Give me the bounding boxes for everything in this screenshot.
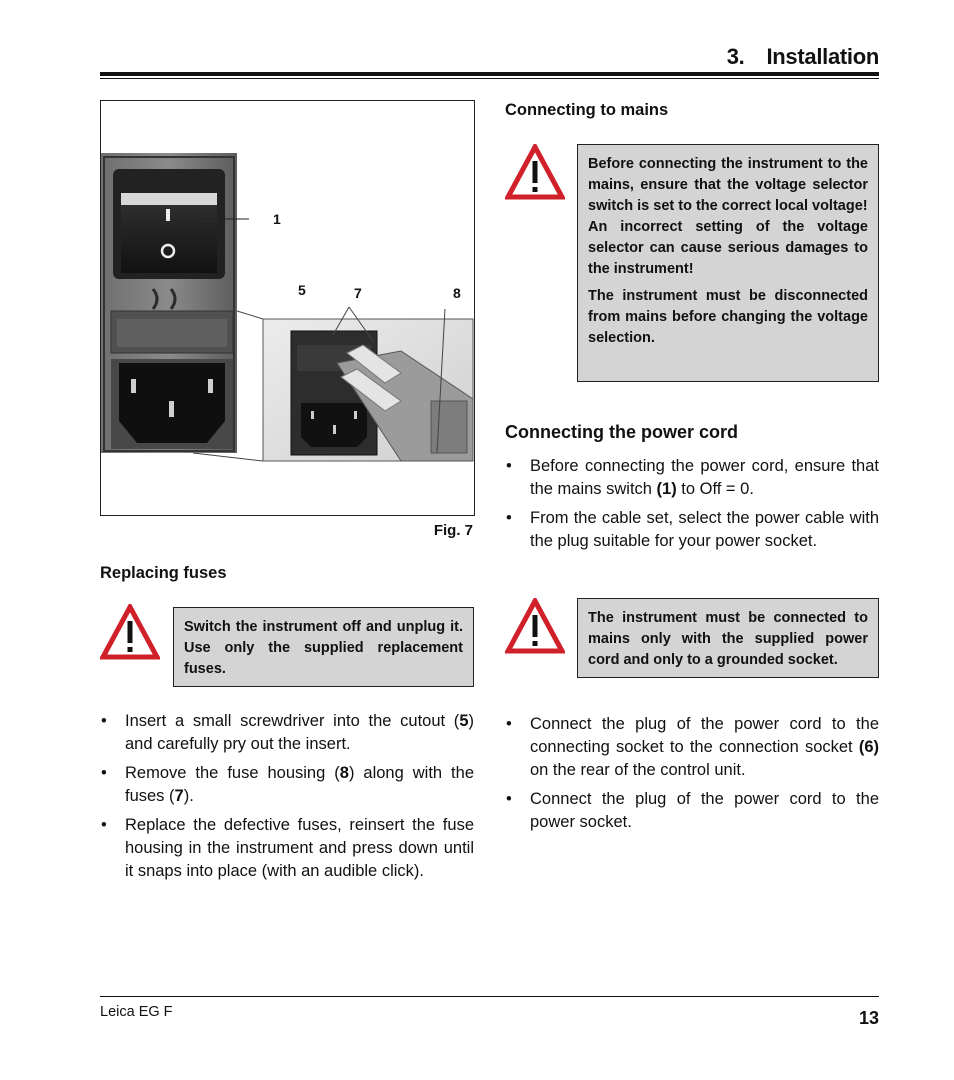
warning-box-grounded-socket <box>577 598 879 678</box>
figure-power-module <box>100 100 475 516</box>
warning-text: Before connecting the instrument to the mains, ensure that the voltage selector switch is set to the correct local voltage! <box>588 156 868 214</box>
section-header <box>620 44 879 70</box>
list-item: • Insert a small screwdriver into the cutout (5) and carefully pry out the insert. <box>100 710 474 756</box>
callout-1: 1 <box>273 211 281 227</box>
power-cord-connect-list <box>505 713 879 840</box>
warning-box-mains <box>577 144 879 382</box>
figure-caption: Fig. 7 <box>433 522 473 539</box>
list-item: • Connect the plug of the power cord to the power socket. <box>505 788 879 834</box>
callout-8: 8 <box>453 285 461 301</box>
heading-connecting-to-mains: Connecting to mains <box>505 101 669 119</box>
footer-product: Leica EG F <box>100 1004 173 1020</box>
page-number: 13 <box>858 1008 879 1028</box>
list-item: • From the cable set, select the power cable with the plug suitable for your power socket. <box>505 507 879 553</box>
power-module-illustration <box>101 101 474 515</box>
warning-icon <box>505 144 565 200</box>
warning-text: An incorrect setting of the voltage selector can cause serious damages to the instrument! <box>588 219 868 277</box>
list-item: • Remove the fuse housing (8) along with the fuses (7). <box>100 762 474 808</box>
section-title: Installation <box>766 44 879 69</box>
warning-icon <box>100 604 160 660</box>
warning-box-fuses <box>173 607 474 687</box>
heading-connecting-power-cord: Connecting the power cord <box>505 422 739 442</box>
heading-replacing-fuses: Replacing fuses <box>100 564 227 582</box>
list-item: • Connect the plug of the power cord to the connecting socket to the connection socket (6) on the rear of the control unit. <box>505 713 879 782</box>
header-rule-thick <box>100 72 879 76</box>
warning-text: The instrument must be connected to mains only with the supplied power cord and only to a grounded socket. <box>588 610 868 668</box>
callout-7: 7 <box>354 285 362 301</box>
list-item: • Replace the defective fuses, reinsert the fuse housing in the instrument and press down until it snaps into place (with an audible click). <box>100 814 474 883</box>
footer-rule <box>100 996 879 997</box>
list-item: • Before connecting the power cord, ensure that the mains switch (1) to Off = 0. <box>505 455 879 501</box>
power-cord-steps-list <box>505 455 879 559</box>
section-number: 3. <box>726 44 745 69</box>
header-rule-thin <box>100 78 879 79</box>
warning-text: Switch the instrument off and unplug it. Use only the supplied replacement fuses. <box>184 619 463 677</box>
warning-text: The instrument must be disconnected from mains before changing the voltage selection. <box>588 288 868 346</box>
fuse-steps-list <box>100 710 474 889</box>
warning-icon <box>505 598 565 654</box>
callout-5: 5 <box>298 282 306 298</box>
